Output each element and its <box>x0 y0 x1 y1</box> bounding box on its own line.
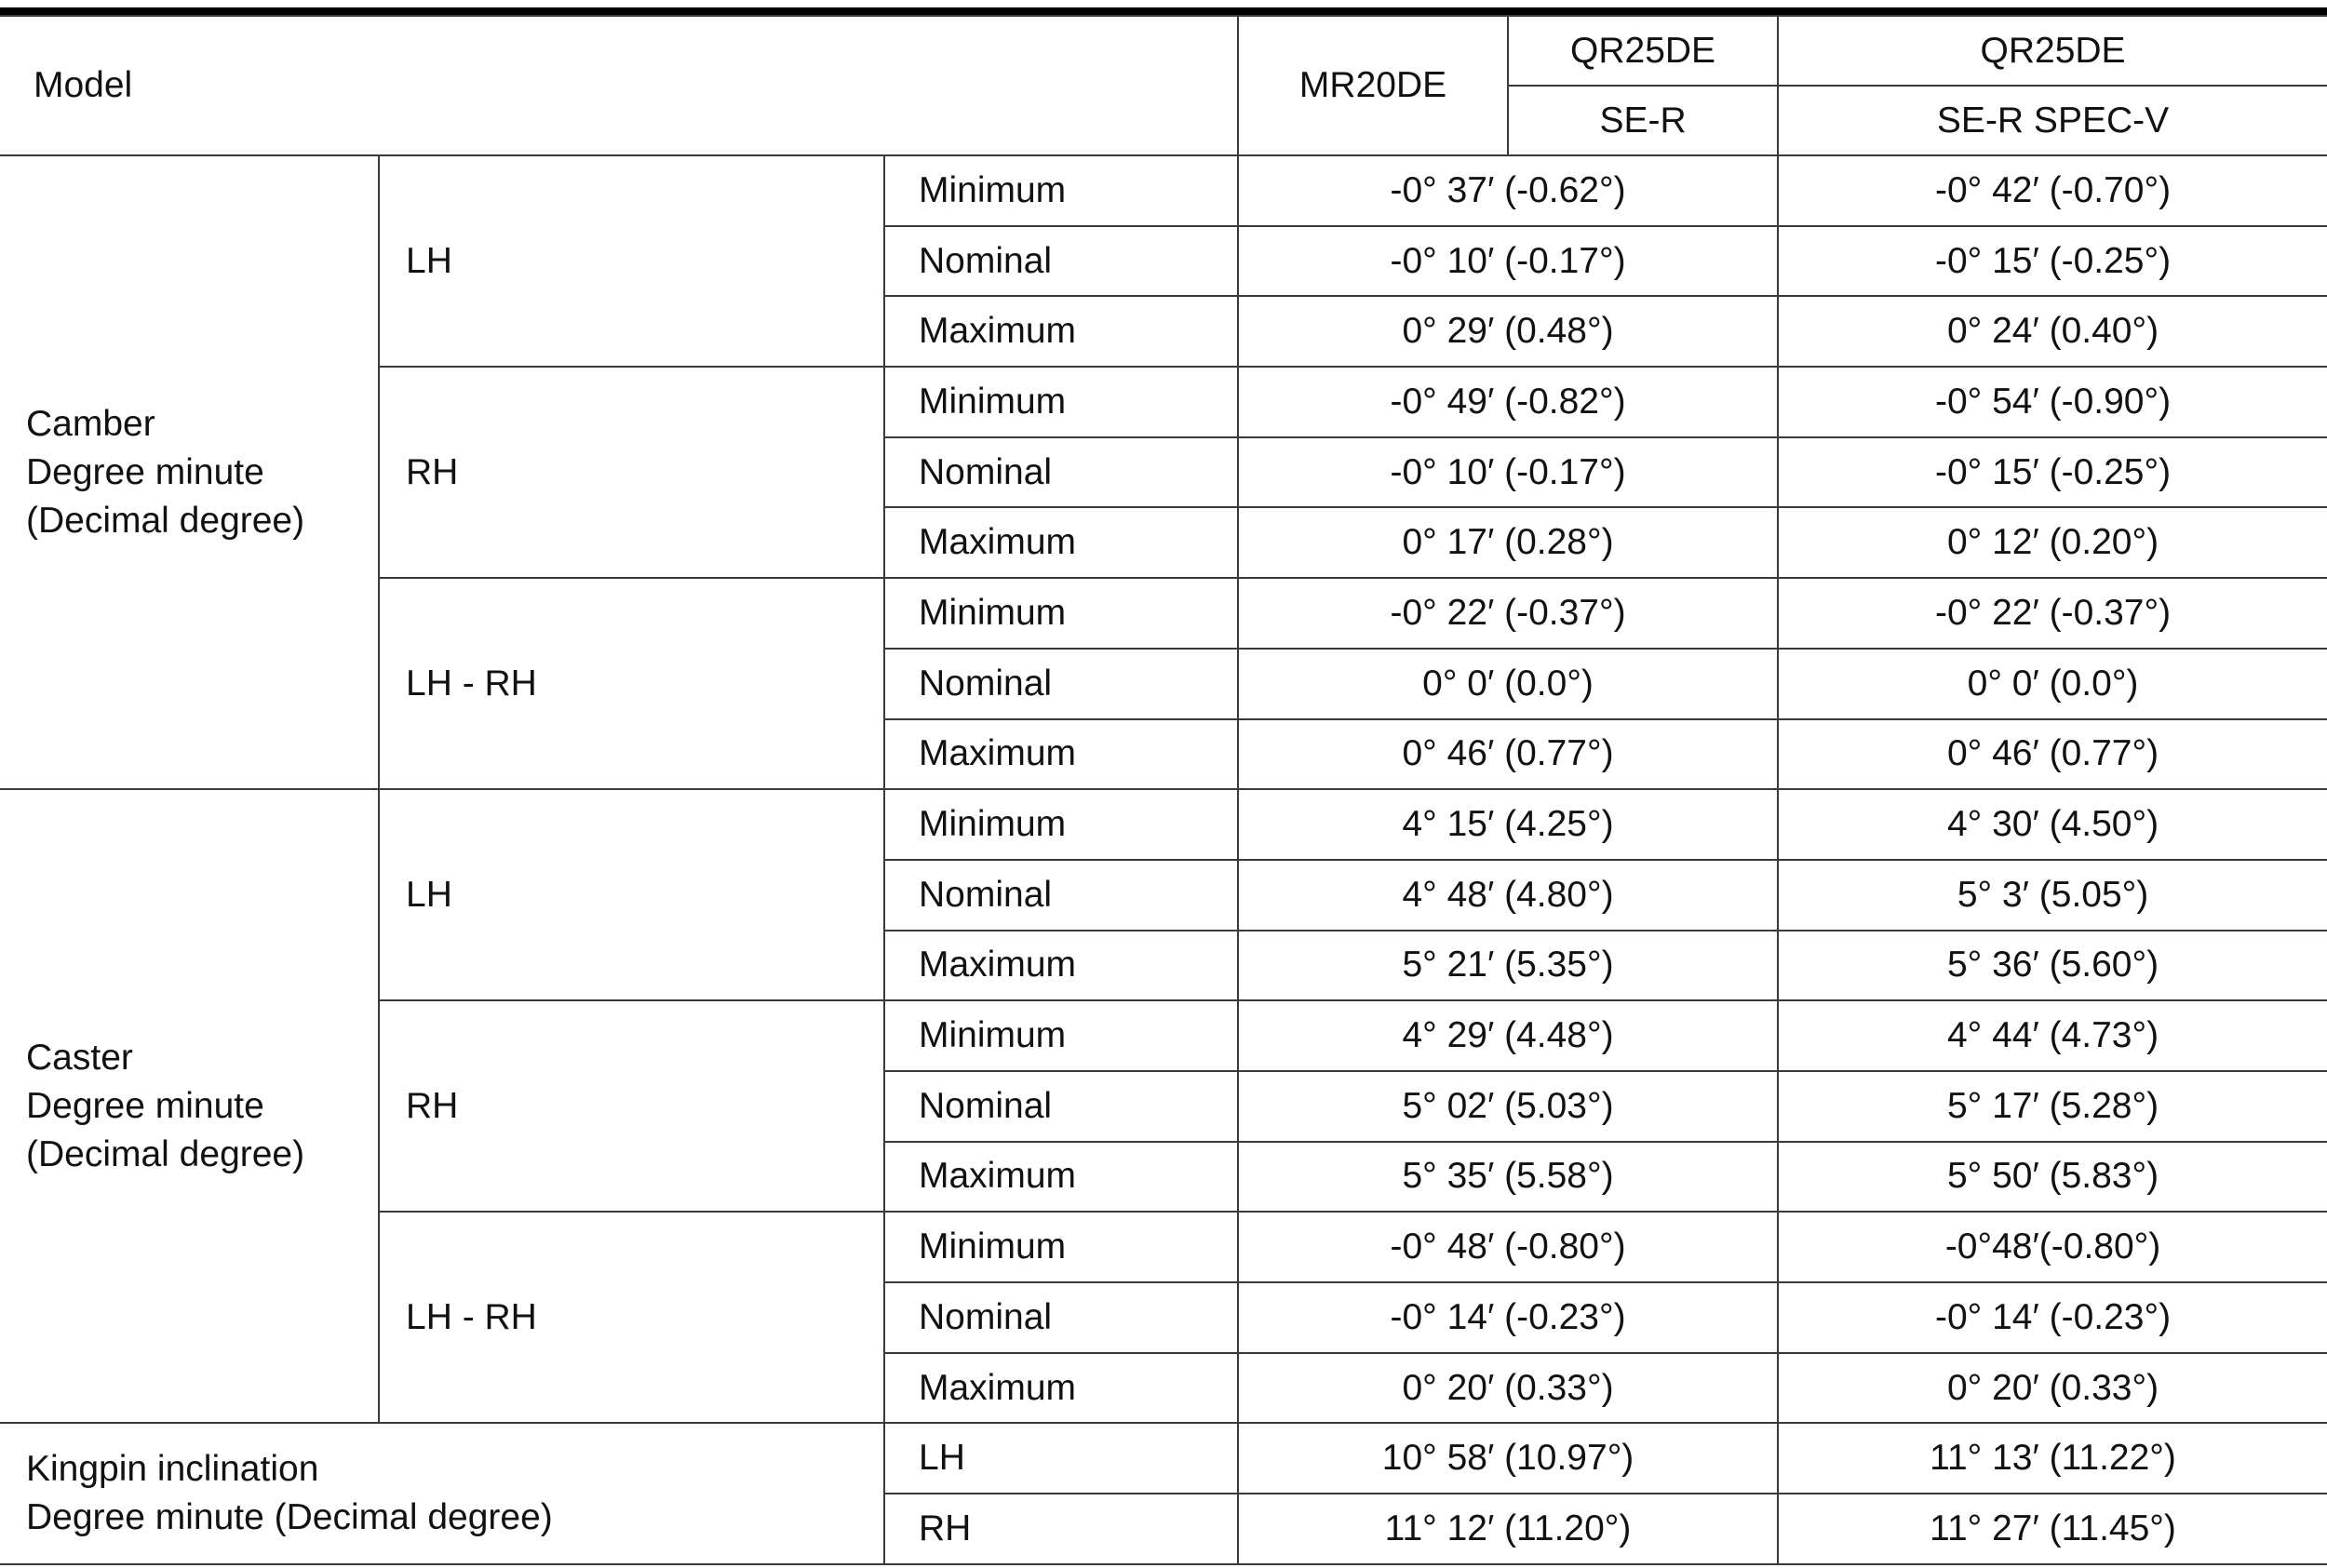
specv-value: 0° 20′ (0.33°) <box>1778 1353 2327 1424</box>
specv-value: 4° 30′ (4.50°) <box>1778 789 2327 860</box>
mr20-value: 4° 48′ (4.80°) <box>1238 860 1778 931</box>
kingpin-side: LH <box>884 1423 1238 1494</box>
mr20-value: 5° 35′ (5.58°) <box>1238 1142 1778 1213</box>
mr20-value: 0° 29′ (0.48°) <box>1238 296 1778 367</box>
mr20-value: 0° 17′ (0.28°) <box>1238 507 1778 578</box>
alignment-spec-table <box>0 15 2327 1565</box>
specv-value: 5° 50′ (5.83°) <box>1778 1142 2327 1213</box>
level-label: Maximum <box>884 1142 1238 1213</box>
mr20-value: 5° 02′ (5.03°) <box>1238 1071 1778 1142</box>
caster-diff-side: LH - RH <box>379 1212 884 1423</box>
mr20-value: 0° 0′ (0.0°) <box>1238 649 1778 719</box>
model-header: Model <box>0 16 1238 155</box>
mr20-value: -0° 37′ (-0.62°) <box>1238 155 1778 226</box>
level-label: Nominal <box>884 226 1238 297</box>
level-label: Minimum <box>884 367 1238 437</box>
specv-value: 0° 24′ (0.40°) <box>1778 296 2327 367</box>
level-label: Minimum <box>884 789 1238 860</box>
level-label: Nominal <box>884 1071 1238 1142</box>
camber-lh-side: LH <box>379 155 884 367</box>
ser-header: SE-R <box>1508 86 1778 155</box>
level-label: Nominal <box>884 860 1238 931</box>
mr20-value: 0° 20′ (0.33°) <box>1238 1353 1778 1424</box>
specv-value: 0° 12′ (0.20°) <box>1778 507 2327 578</box>
mr20-value: -0° 49′ (-0.82°) <box>1238 367 1778 437</box>
level-label: Minimum <box>884 1000 1238 1071</box>
table-row <box>0 1423 2327 1494</box>
specv-value: 5° 36′ (5.60°) <box>1778 931 2327 1001</box>
mr20de-header: MR20DE <box>1238 16 1508 155</box>
level-label: Minimum <box>884 155 1238 226</box>
camber-diff-side: LH - RH <box>379 578 884 789</box>
mr20-value: 11° 12′ (11.20°) <box>1238 1494 1778 1564</box>
specv-value: 11° 27′ (11.45°) <box>1778 1494 2327 1564</box>
specv-value: -0°48′(-0.80°) <box>1778 1212 2327 1282</box>
mr20-value: 4° 15′ (4.25°) <box>1238 789 1778 860</box>
kingpin-label-text: Kingpin inclination Degree minute (Decimal degree) <box>26 1449 553 1538</box>
level-label: Minimum <box>884 578 1238 649</box>
specv-value: 4° 44′ (4.73°) <box>1778 1000 2327 1071</box>
camber-label <box>0 155 379 789</box>
specv-value: -0° 14′ (-0.23°) <box>1778 1282 2327 1353</box>
specv-value: -0° 15′ (-0.25°) <box>1778 226 2327 297</box>
level-label: Minimum <box>884 1212 1238 1282</box>
level-label: Nominal <box>884 649 1238 719</box>
ser-specv-header: SE-R SPEC-V <box>1778 86 2327 155</box>
specv-value: 0° 0′ (0.0°) <box>1778 649 2327 719</box>
top-rule <box>0 7 2327 15</box>
caster-lh-side: LH <box>379 789 884 1000</box>
specv-value: -0° 42′ (-0.70°) <box>1778 155 2327 226</box>
qr25de-ser-header-top: QR25DE <box>1508 16 1778 86</box>
mr20-value: 4° 29′ (4.48°) <box>1238 1000 1778 1071</box>
level-label: Maximum <box>884 931 1238 1001</box>
caster-rh-side: RH <box>379 1000 884 1212</box>
mr20-value: -0° 10′ (-0.17°) <box>1238 437 1778 508</box>
level-label: Nominal <box>884 437 1238 508</box>
kingpin-side: RH <box>884 1494 1238 1564</box>
level-label: Maximum <box>884 507 1238 578</box>
specv-value: 0° 46′ (0.77°) <box>1778 719 2327 790</box>
specv-value: -0° 15′ (-0.25°) <box>1778 437 2327 508</box>
mr20-value: -0° 14′ (-0.23°) <box>1238 1282 1778 1353</box>
specv-value: 5° 17′ (5.28°) <box>1778 1071 2327 1142</box>
level-label: Nominal <box>884 1282 1238 1353</box>
table-row <box>0 789 2327 860</box>
level-label: Maximum <box>884 1353 1238 1424</box>
specv-value: 11° 13′ (11.22°) <box>1778 1423 2327 1494</box>
mr20-value: -0° 22′ (-0.37°) <box>1238 578 1778 649</box>
caster-label-text: Caster Degree minute (Decimal degree) <box>26 1037 305 1174</box>
mr20-value: -0° 10′ (-0.17°) <box>1238 226 1778 297</box>
mr20-value: 10° 58′ (10.97°) <box>1238 1423 1778 1494</box>
specv-value: -0° 54′ (-0.90°) <box>1778 367 2327 437</box>
mr20-value: 0° 46′ (0.77°) <box>1238 719 1778 790</box>
header-row-1 <box>0 16 2327 86</box>
camber-label-text: Camber Degree minute (Decimal degree) <box>26 403 305 541</box>
kingpin-label <box>0 1423 884 1563</box>
specv-value: -0° 22′ (-0.37°) <box>1778 578 2327 649</box>
level-label: Maximum <box>884 296 1238 367</box>
mr20-value: 5° 21′ (5.35°) <box>1238 931 1778 1001</box>
caster-label <box>0 789 379 1423</box>
qr25de-specv-header-top: QR25DE <box>1778 16 2327 86</box>
specv-value: 5° 3′ (5.05°) <box>1778 860 2327 931</box>
camber-rh-side: RH <box>379 367 884 578</box>
table-row <box>0 155 2327 226</box>
level-label: Maximum <box>884 719 1238 790</box>
mr20-value: -0° 48′ (-0.80°) <box>1238 1212 1778 1282</box>
